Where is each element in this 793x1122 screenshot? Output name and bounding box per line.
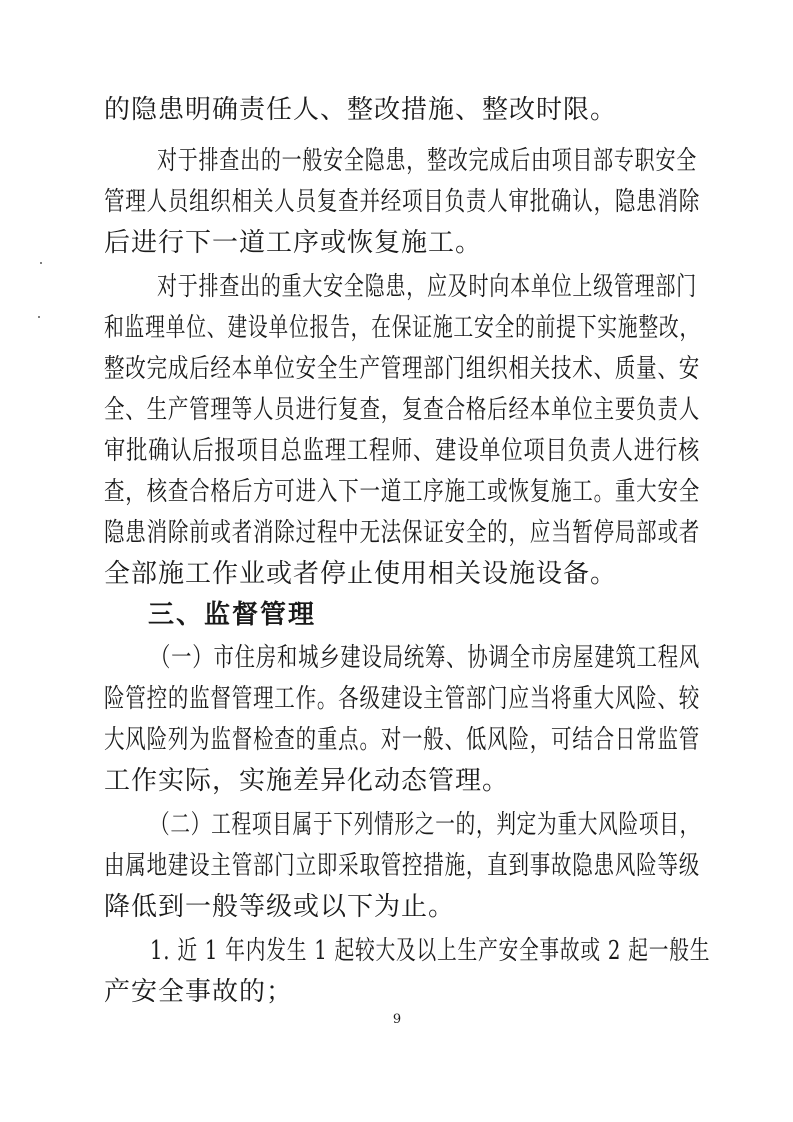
body-text-line: 审批确认后报项目总监理工程师、建设单位项目负责人进行核 bbox=[104, 436, 701, 466]
body-text-line: 隐患消除前或者消除过程中无法保证安全的，应当暂停局部或者 bbox=[104, 518, 701, 548]
body-text-line: 全部施工作业或者停止使用相关设施设备。 bbox=[104, 559, 618, 589]
body-text-line: 查，核查合格后方可进入下一道工序施工或恢复施工。重大安全 bbox=[104, 477, 701, 507]
body-text-line: 降低到一般等级或以下为止。 bbox=[104, 892, 456, 922]
page-number: 9 bbox=[392, 1012, 402, 1027]
body-text-line: 和监理单位、建设单位报告，在保证施工安全的前提下实施整改， bbox=[104, 313, 701, 343]
body-text-line: 整改完成后经本单位安全生产管理部门组织相关技术、质量、安 bbox=[104, 354, 701, 384]
paragraph-first-line: （一）市住房和城乡建设局统筹、协调全市房屋建筑工程风 bbox=[150, 643, 701, 673]
paragraph-first-line: （二）工程项目属于下列情形之一的，判定为重大风险项目， bbox=[150, 810, 701, 840]
scan-speck bbox=[38, 316, 40, 318]
body-text-line: 全、生产管理等人员进行复查，复查合格后经本单位主要负责人 bbox=[104, 395, 701, 425]
body-text-line: 工作实际，实施差异化动态管理。 bbox=[104, 766, 510, 796]
body-text-line: 管理人员组织相关人员复查并经项目负责人审批确认，隐患消除 bbox=[104, 187, 701, 217]
section-heading: 三、监督管理 bbox=[148, 600, 317, 630]
paragraph-first-line: 对于排查出的重大安全隐患，应及时向本单位上级管理部门 bbox=[157, 272, 697, 302]
body-text-line: 后进行下一道工序或恢复施工。 bbox=[104, 228, 483, 258]
scan-speck bbox=[40, 262, 42, 264]
list-item-first-line: 1. 近 1 年内发生 1 起较大及以上生产安全事故或 2 起一般生 bbox=[150, 936, 711, 966]
body-text-line: 的隐患明确责任人、整改措施、整改时限。 bbox=[104, 95, 618, 125]
body-text-line: 险管控的监督管理工作。各级建设主管部门应当将重大风险、较 bbox=[104, 684, 701, 714]
body-text-line: 产安全事故的； bbox=[104, 977, 294, 1007]
paragraph-first-line: 对于排查出的一般安全隐患，整改完成后由项目部专职安全 bbox=[157, 146, 697, 176]
body-text-line: 由属地建设主管部门立即采取管控措施，直到事故隐患风险等级 bbox=[104, 851, 701, 881]
body-text-line: 大风险列为监督检查的重点。对一般、低风险，可结合日常监管 bbox=[104, 725, 701, 755]
